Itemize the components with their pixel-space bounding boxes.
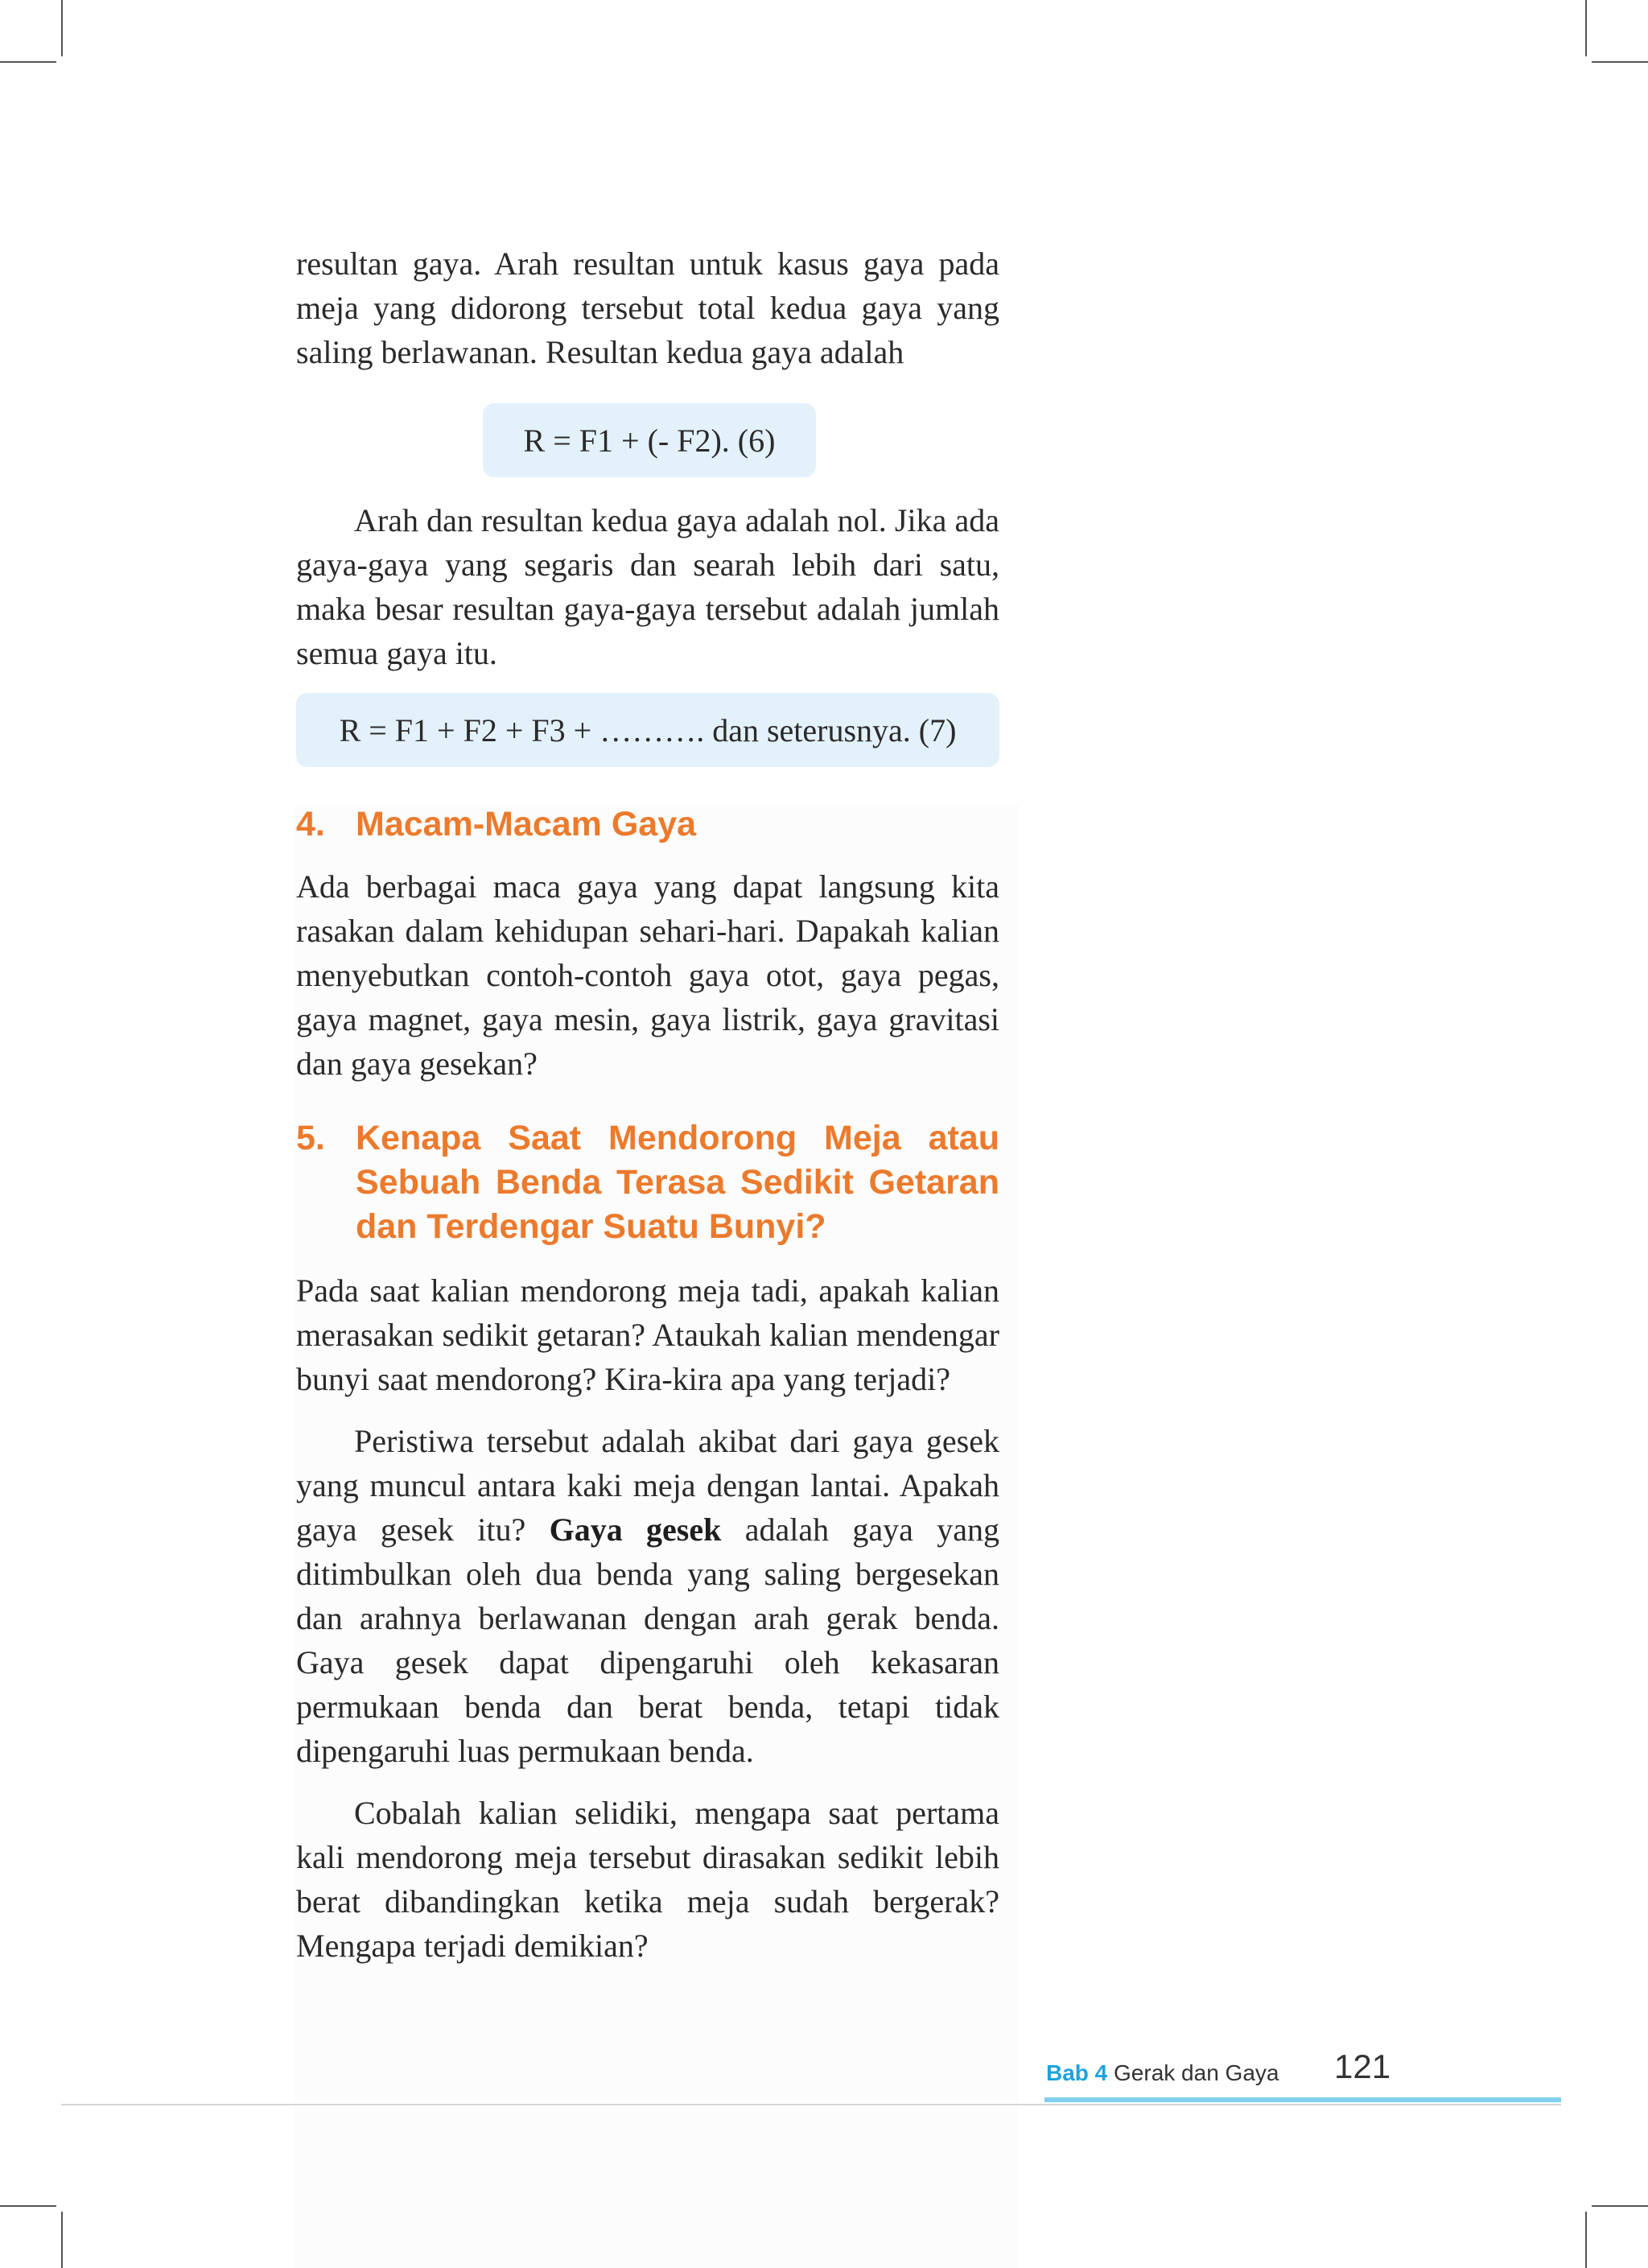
crop-mark-bottom-right-horizontal (1592, 2205, 1648, 2207)
paragraph-macam-gaya: Ada berbagai maca gaya yang dapat langsung kita rasakan dalam kehidupan sehari-hari. Dapakah kalian menyebutkan contoh-contoh gaya otot, gaya pegas, gaya magnet, gaya mesin, gaya listrik, gaya gravitasi dan gaya gesekan? (296, 868, 999, 1082)
footer-chapter-title: Gerak dan Gaya (1114, 2060, 1279, 2085)
formula-6-text: R = F1 + (- F2). (6) (523, 422, 776, 459)
crop-mark-top-right-vertical (1585, 0, 1587, 56)
footer-accent-bar (1044, 2097, 1561, 2102)
section-heading-5 (296, 1116, 999, 1249)
formula-6 (483, 403, 816, 477)
formula-7 (296, 693, 999, 767)
crop-mark-top-right-horizontal (1592, 61, 1648, 63)
paragraph-selidiki: Cobalah kalian selidiki, mengapa saat pertama kali mendorong meja tersebut dirasakan sedikit lebih berat dibandingkan ketika meja sudah bergerak? Mengapa terjadi demikian? (296, 1795, 999, 1964)
paragraph-resultan-nol: Arah dan resultan kedua gaya adalah nol. Jika ada gaya-gaya yang segaris dan searah lebih dari satu, maka besar resultan gaya-gaya tersebut adalah jumlah semua gaya itu. (296, 502, 999, 671)
page-body (296, 241, 999, 1968)
formula-7-text: R = F1 + F2 + F3 + ………. dan seterusnya. (7) (339, 711, 957, 748)
footer-divider (61, 2104, 1561, 2105)
gaya-gesek-text-after: adalah gaya yang ditimbulkan oleh dua benda yang saling bergesekan dan arahnya berlawanan dengan arah gerak benda. Gaya gesek dapat dipengaruhi oleh kekasaran permukaan benda dan berat benda, tetapi tidak dipengaruhi luas permukaan benda. (296, 1511, 1000, 1769)
crop-mark-top-left-vertical (61, 0, 63, 56)
crop-mark-top-left-horizontal (0, 61, 56, 63)
section-heading-5-number: 5. (296, 1119, 325, 1157)
section-heading-4-title: Macam-Macam Gaya (356, 805, 697, 843)
section-heading-5-title: Kenapa Saat Mendorong Meja atau Sebuah Benda Terasa Sedikit Getaran dan Terdengar Suatu Bunyi? (356, 1119, 999, 1246)
paragraph-getaran-bunyi: Pada saat kalian mendorong meja tadi, apakah kalian merasakan sedikit getaran? Ataukah kalian mendengar bunyi saat mendorong? Kira-kira apa yang terjadi? (296, 1272, 999, 1397)
paragraph-gaya-gesek (296, 1419, 999, 1773)
paragraph-resultan-intro: resultan gaya. Arah resultan untuk kasus gaya pada meja yang didorong tersebut total kedua gaya yang saling berlawanan. Resultan kedua gaya adalah (296, 245, 999, 370)
page-number: 121 (1334, 2047, 1391, 2085)
footer-chapter-number: Bab 4 (1046, 2060, 1108, 2085)
crop-mark-bottom-right-vertical (1585, 2212, 1587, 2268)
footer-chapter-label (1046, 2057, 1279, 2089)
gaya-gesek-term: Gaya gesek (549, 1511, 722, 1548)
gaya-gesek-text-before: Peristiwa tersebut adalah akibat dari gaya gesek yang muncul antara kaki meja dengan lantai. Apakah gaya gesek itu? (296, 1423, 999, 1548)
crop-mark-bottom-left-vertical (61, 2212, 63, 2268)
section-heading-4 (296, 802, 999, 847)
section-heading-4-number: 4. (296, 805, 325, 843)
crop-mark-bottom-left-horizontal (0, 2205, 56, 2207)
